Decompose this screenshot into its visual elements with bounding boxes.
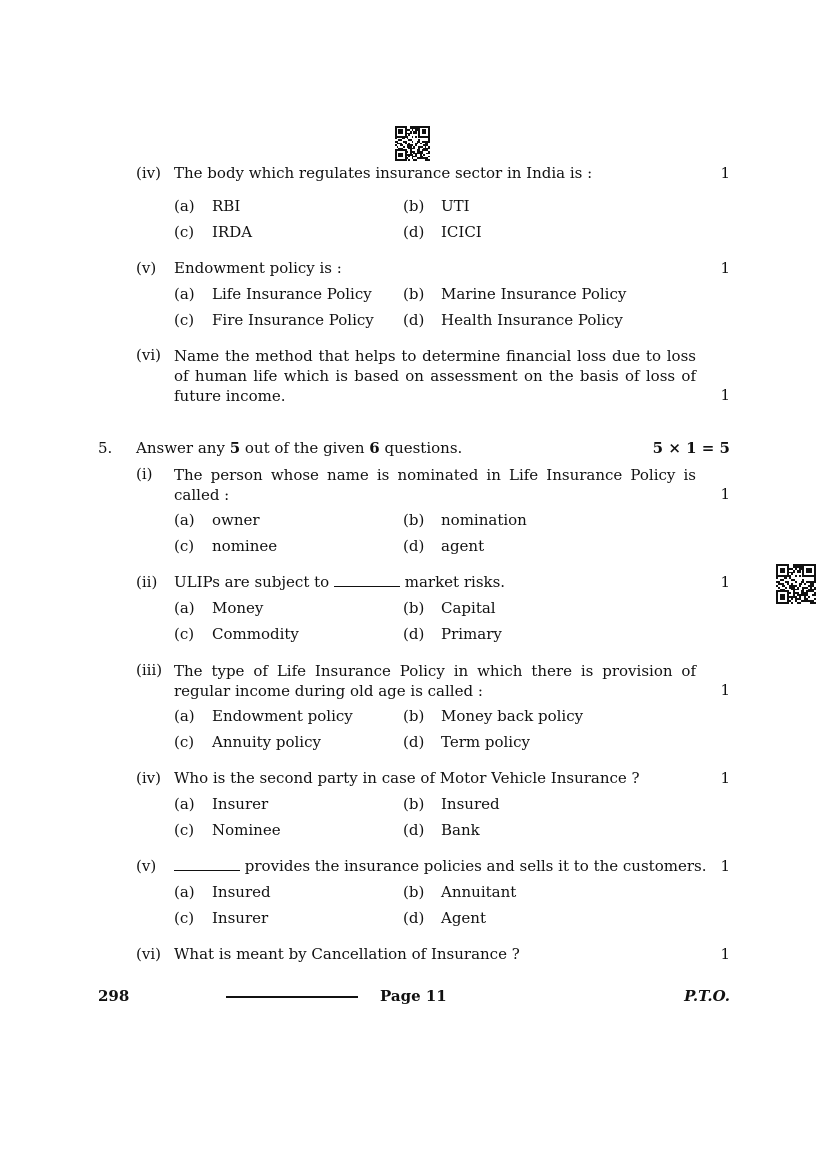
q4-iv-option-a-label: (a) xyxy=(174,197,195,215)
q5-i-option-a: owner xyxy=(212,511,260,529)
q5-ii-text-pre: ULIPs are subject to xyxy=(174,573,330,591)
q5-instr-pre: Answer any xyxy=(136,439,230,457)
pto-label: P.T.O. xyxy=(684,987,730,1005)
q5-iv-text: Who is the second party in case of Motor Vehicle Insurance ? xyxy=(174,769,640,787)
q5-iv-option-b: Insured xyxy=(441,795,500,813)
q5-v-number: (v) xyxy=(136,857,157,875)
q5-ii-option-a: Money xyxy=(212,599,264,617)
q5-v-option-a: Insured xyxy=(212,883,271,901)
q5-v-option-b: Annuitant xyxy=(441,883,517,901)
q5-iv-option-b-label: (b) xyxy=(403,795,425,813)
q5-iv-option-c-label: (c) xyxy=(174,821,195,839)
paper-code: 298 xyxy=(98,987,130,1005)
q5-i-option-b-label: (b) xyxy=(403,511,425,529)
q5-iv-option-a-label: (a) xyxy=(174,795,195,813)
q5-i-marks: 1 xyxy=(720,485,730,503)
q5-iv-marks: 1 xyxy=(720,769,730,787)
q4-v-number: (v) xyxy=(136,259,157,277)
q5-i-text: The person whose name is nominated in Life Insurance Policy is called : xyxy=(174,466,696,504)
qr-code-side xyxy=(776,564,816,604)
q5-marks: 5 × 1 = 5 xyxy=(652,439,730,457)
q5-iv-option-a: Insurer xyxy=(212,795,269,813)
q5-vi-number: (vi) xyxy=(136,945,161,963)
q5-iii-marks: 1 xyxy=(720,681,730,699)
qr-code-top xyxy=(395,126,430,161)
q5-v-option-b-label: (b) xyxy=(403,883,425,901)
q5-v-text xyxy=(174,857,706,875)
q5-instr-mid: out of the given xyxy=(240,439,370,457)
q5-iv-option-d-label: (d) xyxy=(403,821,425,839)
q4-v-option-c-label: (c) xyxy=(174,311,195,329)
q4-iv-option-c-label: (c) xyxy=(174,223,195,241)
fill-in-blank xyxy=(334,574,400,587)
q5-instruction xyxy=(136,439,462,457)
q4-vi-number: (vi) xyxy=(136,346,161,364)
q5-ii-text-post: market risks. xyxy=(404,573,506,591)
q5-v-option-c-label: (c) xyxy=(174,909,195,927)
q4-iv-option-d: ICICI xyxy=(441,223,482,241)
q4-iv-option-b: UTI xyxy=(441,197,470,215)
fill-in-blank xyxy=(174,858,240,871)
q5-ii-option-d-label: (d) xyxy=(403,625,425,643)
q5-iii-option-c-label: (c) xyxy=(174,733,195,751)
q5-i-option-a-label: (a) xyxy=(174,511,195,529)
q4-vi-text: Name the method that helps to determine financial loss due to loss of human life which is based on assessment on the basis of loss of future income. xyxy=(174,347,696,405)
q5-iv-number: (iv) xyxy=(136,769,161,787)
q5-i-option-d: agent xyxy=(441,537,485,555)
q5-ii-option-b-label: (b) xyxy=(403,599,425,617)
q5-iii-option-c: Annuity policy xyxy=(212,733,321,751)
q5-instr-post: questions. xyxy=(379,439,463,457)
q5-v-option-a-label: (a) xyxy=(174,883,195,901)
q4-v-marks: 1 xyxy=(720,259,730,277)
q4-vi-marks: 1 xyxy=(720,386,730,404)
q4-iv-option-b-label: (b) xyxy=(403,197,425,215)
q5-ii-option-a-label: (a) xyxy=(174,599,195,617)
q4-iv-option-a: RBI xyxy=(212,197,241,215)
q4-iv-text: The body which regulates insurance sector in India is : xyxy=(174,164,593,182)
q5-iii-option-d: Term policy xyxy=(441,733,530,751)
q5-i-option-c: nominee xyxy=(212,537,278,555)
q4-iv-option-c: IRDA xyxy=(212,223,253,241)
q5-instr-n1: 5 xyxy=(229,439,241,457)
page-number: Page 11 xyxy=(380,987,447,1005)
q5-v-option-d: Agent xyxy=(441,909,486,927)
q5-iii-option-a: Endowment policy xyxy=(212,707,353,725)
q5-iii-option-b: Money back policy xyxy=(441,707,584,725)
q5-ii-option-d: Primary xyxy=(441,625,502,643)
q4-v-option-d-label: (d) xyxy=(403,311,425,329)
q5-number: 5. xyxy=(98,439,113,457)
q5-v-option-c: Insurer xyxy=(212,909,269,927)
q4-v-option-b-label: (b) xyxy=(403,285,425,303)
q5-ii-option-b: Capital xyxy=(441,599,496,617)
q4-v-text: Endowment policy is : xyxy=(174,259,342,277)
q4-v-option-b: Marine Insurance Policy xyxy=(441,285,627,303)
q4-v-option-a-label: (a) xyxy=(174,285,195,303)
footer-rule xyxy=(226,996,358,998)
q4-iv-number: (iv) xyxy=(136,164,161,182)
q5-ii-option-c: Commodity xyxy=(212,625,299,643)
q5-i-option-b: nomination xyxy=(441,511,527,529)
q5-iii-text: The type of Life Insurance Policy in which there is provision of regular income during old age is called : xyxy=(174,662,696,700)
q5-vi-marks: 1 xyxy=(720,945,730,963)
q5-v-marks: 1 xyxy=(720,857,730,875)
q5-i-option-c-label: (c) xyxy=(174,537,195,555)
q5-ii-option-c-label: (c) xyxy=(174,625,195,643)
q5-iii-option-d-label: (d) xyxy=(403,733,425,751)
q5-iv-option-c: Nominee xyxy=(212,821,281,839)
q5-v-text-post: provides the insurance policies and sells it to the customers. xyxy=(244,857,707,875)
q5-i-number: (i) xyxy=(136,465,153,483)
q5-iii-option-b-label: (b) xyxy=(403,707,425,725)
q5-instr-n2: 6 xyxy=(369,439,380,457)
q4-v-option-a: Life Insurance Policy xyxy=(212,285,372,303)
q5-v-option-d-label: (d) xyxy=(403,909,425,927)
q5-ii-number: (ii) xyxy=(136,573,158,591)
q5-iii-number: (iii) xyxy=(136,661,163,679)
q4-v-option-d: Health Insurance Policy xyxy=(441,311,623,329)
q5-ii-marks: 1 xyxy=(720,573,730,591)
q5-iii-option-a-label: (a) xyxy=(174,707,195,725)
q4-v-option-c: Fire Insurance Policy xyxy=(212,311,374,329)
q5-ii-text xyxy=(174,573,505,591)
q5-i-option-d-label: (d) xyxy=(403,537,425,555)
q4-iv-marks: 1 xyxy=(720,164,730,182)
q5-iv-option-d: Bank xyxy=(441,821,480,839)
q4-iv-option-d-label: (d) xyxy=(403,223,425,241)
q5-vi-text: What is meant by Cancellation of Insurance ? xyxy=(174,945,520,963)
